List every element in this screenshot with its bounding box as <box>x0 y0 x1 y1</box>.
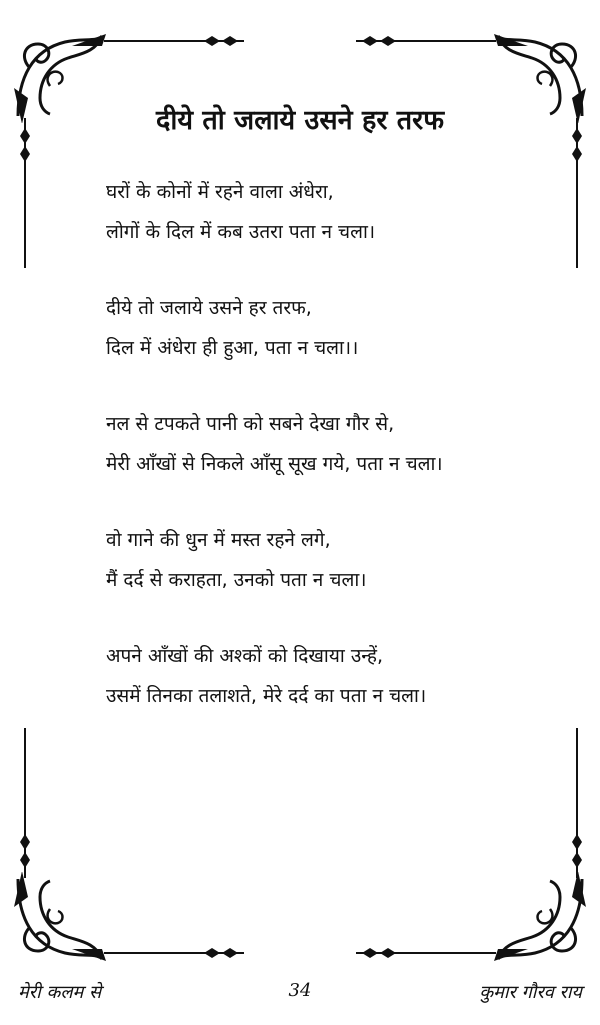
corner-ornament-bottom-right <box>490 872 590 967</box>
border-line-left-lower <box>18 728 32 878</box>
poem-line: उसमें तिनका तलाशते, मेरे दर्द का पता न चला। <box>106 685 427 707</box>
corner-ornament-bottom-left <box>10 872 110 967</box>
footer-book-title: मेरी कलम से <box>18 982 102 1003</box>
border-line-bottom-right <box>356 946 496 960</box>
border-line-right-upper <box>570 118 584 268</box>
footer-author: कुमार गौरव राय <box>479 982 582 1003</box>
stanza-1 <box>106 172 566 252</box>
border-line-top-right <box>356 34 496 48</box>
poem-line: दीये तो जलाये उसने हर तरफ, <box>106 297 312 319</box>
poem-line: वो गाने की धुन में मस्त रहने लगे, <box>106 529 331 551</box>
poem-body <box>106 172 566 752</box>
border-line-left-upper <box>18 118 32 268</box>
poem-line: नल से टपकते पानी को सबने देखा गौर से, <box>106 413 395 435</box>
poem-line: लोगों के दिल में कब उतरा पता न चला। <box>106 221 376 243</box>
poem-line: दिल में अंधेरा ही हुआ, पता न चला।। <box>106 337 359 359</box>
footer-page-number: 34 <box>288 980 312 1001</box>
border-line-top-left <box>104 34 244 48</box>
stanza-5 <box>106 636 566 716</box>
stanza-4 <box>106 520 566 600</box>
border-line-right-lower <box>570 728 584 878</box>
poem-line: अपने आँखों की अश्कों को दिखाया उन्हें, <box>106 645 384 667</box>
poem-line: मैं दर्द से कराहता, उनको पता न चला। <box>106 569 367 591</box>
stanza-3 <box>106 404 566 484</box>
border-line-bottom-left <box>104 946 244 960</box>
stanza-2 <box>106 288 566 368</box>
poem-line: घरों के कोनों में रहने वाला अंधेरा, <box>106 181 334 203</box>
poem-title: दीये तो जलाये उसने हर तरफ <box>155 105 445 136</box>
poem-line: मेरी आँखों से निकले आँसू सूख गये, पता न चला। <box>106 453 443 475</box>
